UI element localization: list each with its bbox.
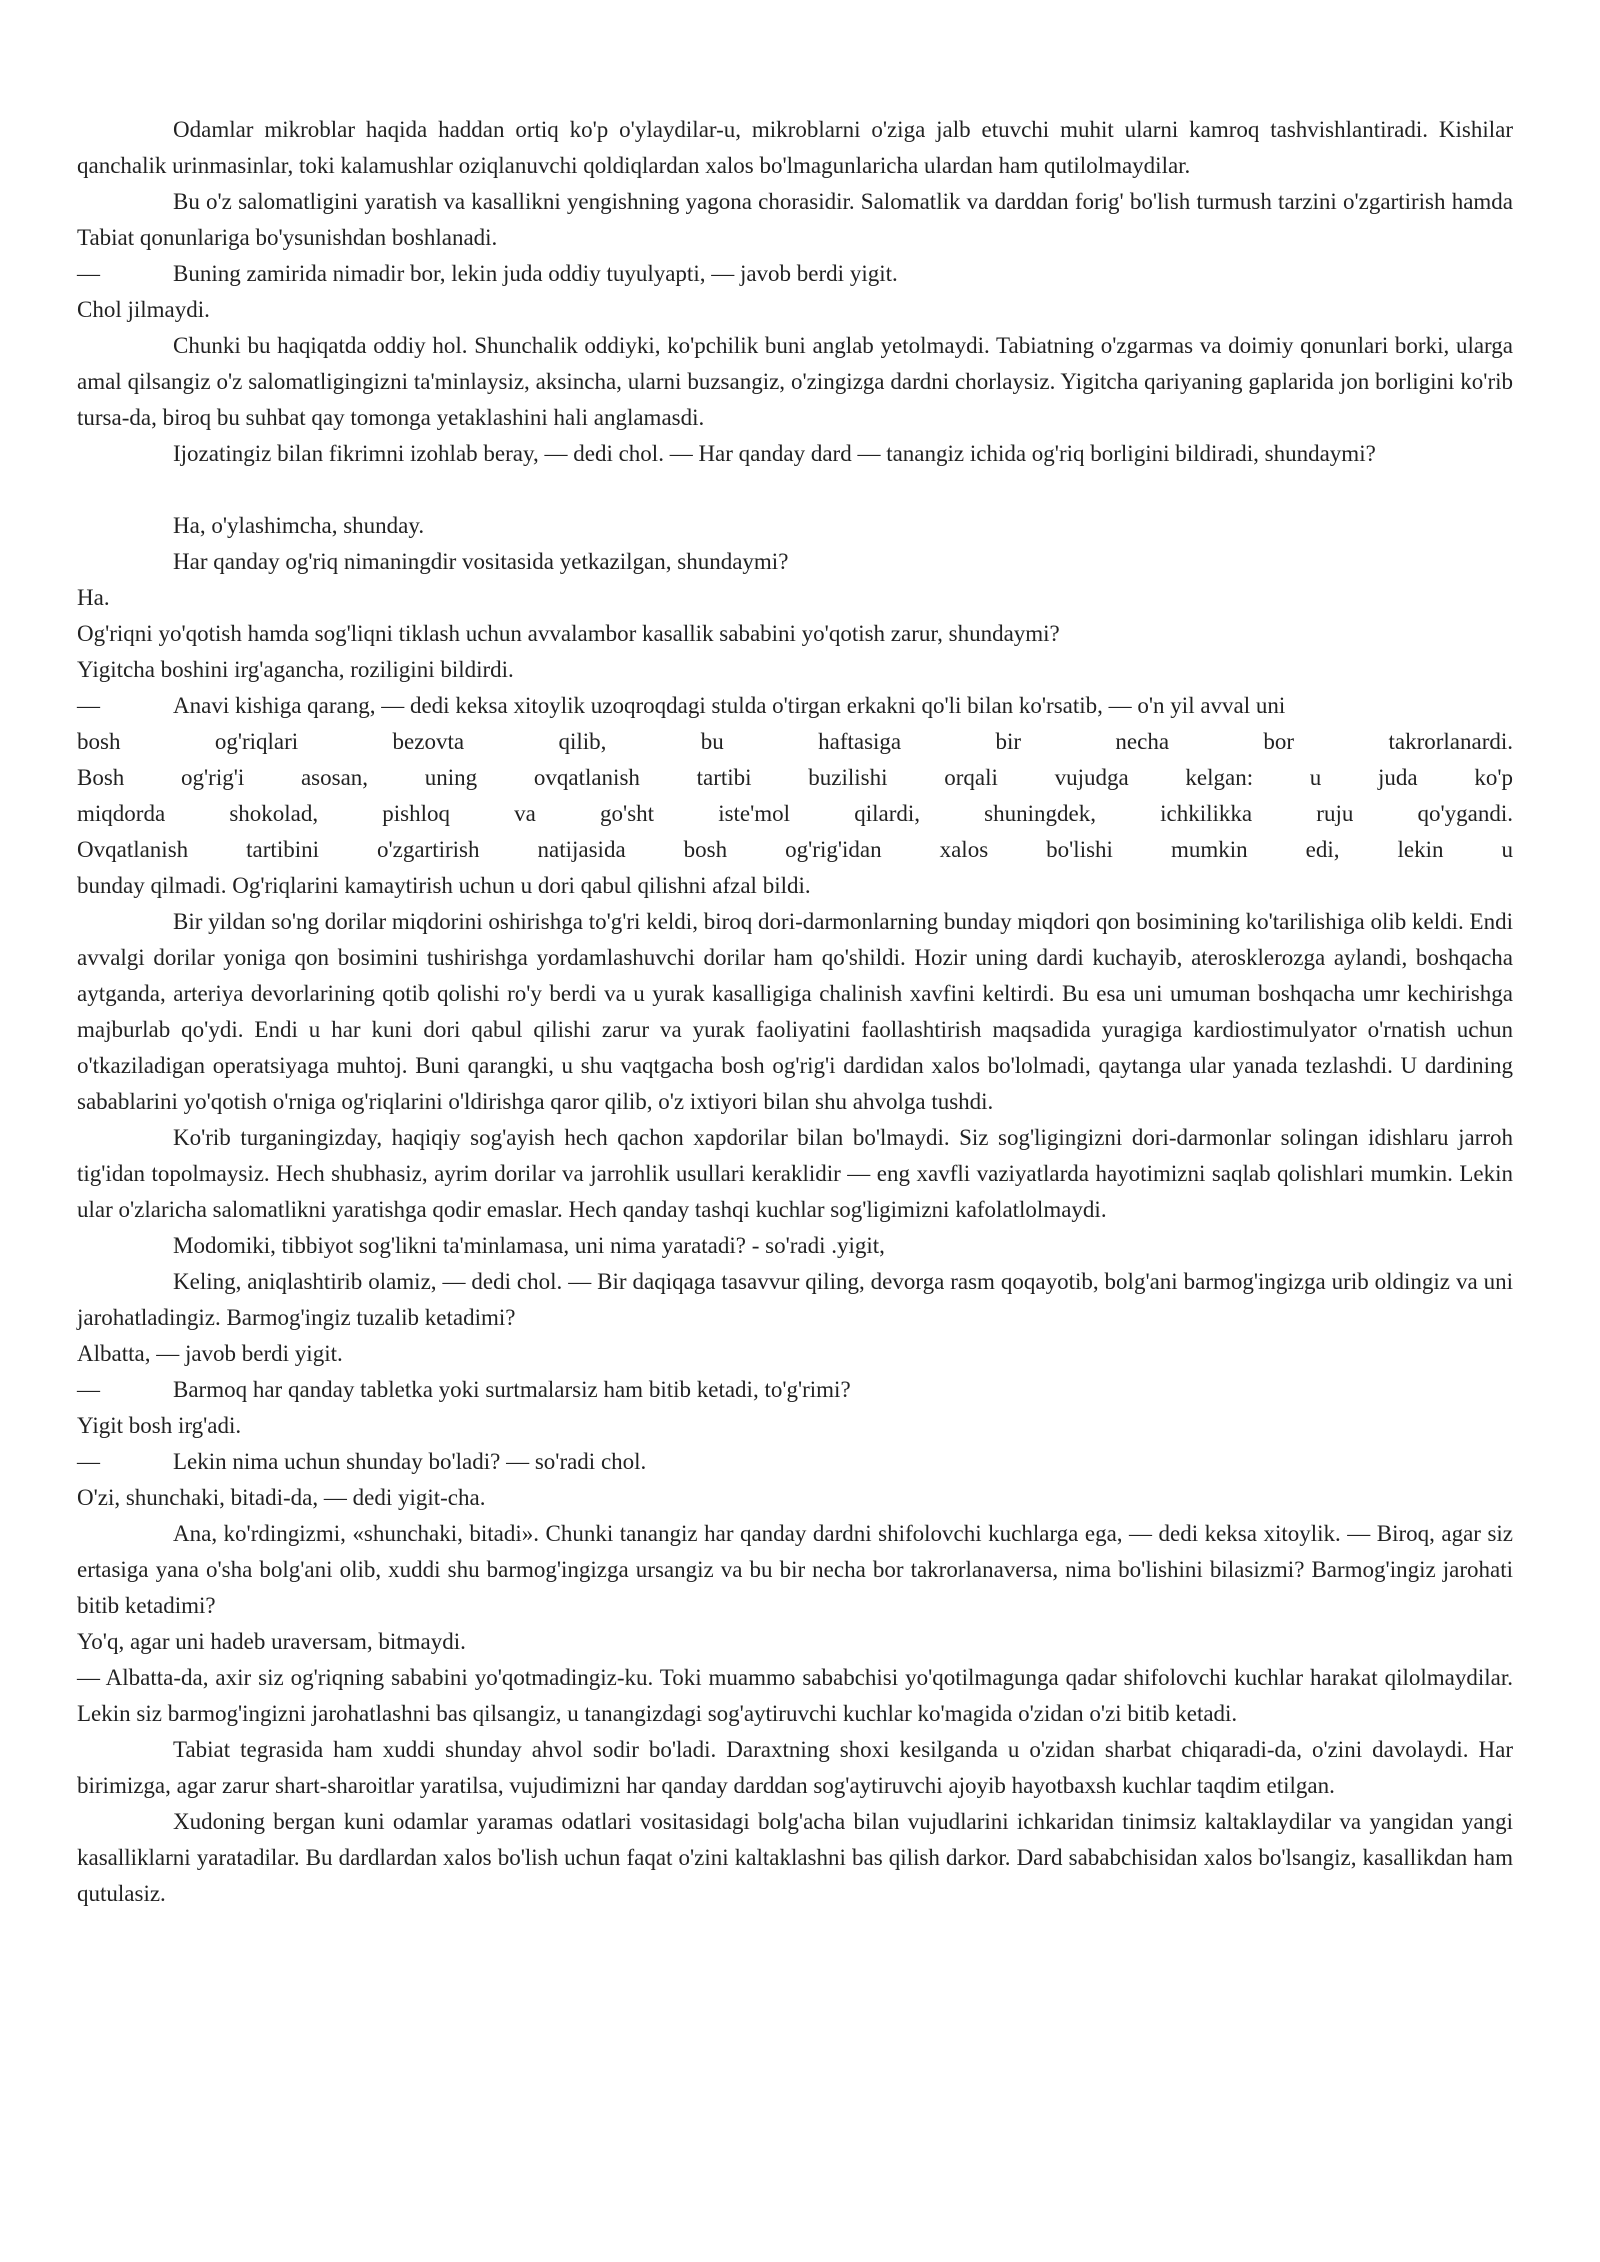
dash-mark: — bbox=[77, 261, 100, 286]
paragraph-line: bunday qilmadi. Og'riqlarini kamaytirish uchun u dori qabul qilishni afzal bildi. bbox=[77, 873, 811, 898]
paragraph: Ijozatingiz bilan fikrimni izohlab beray, — dedi chol. — Har qanday dard — tanangiz ichida og'riq borligini bildiradi, shundaymi? bbox=[173, 441, 1376, 466]
paragraph: Chol jilmaydi. bbox=[77, 297, 210, 322]
paragraph: Tabiat tegrasida ham xuddi shunday ahvol sodir bo'ladi. Daraxtning shoxi kesilganda u o'zidan sharbat chiqaradi-da, o'zini davolaydi. Har birimizga, agar zarur shart-sharoitlar yaratilsa, vujudimizni har qanday darddan sog'aytiruvchi ajoyib hayotbaxsh kuchlar taqdim etilgan. bbox=[77, 1737, 1513, 1798]
paragraph: Har qanday og'riq nimaningdir vositasida yetkazilgan, shundaymi? bbox=[173, 549, 789, 574]
paragraph: Keling, aniqlashtirib olamiz, — dedi chol. — Bir daqiqaga tasavvur qiling, devorga rasm qoqayotib, bolg'ani barmog'ingizga urib oldingiz va uni jarohatladingiz. Barmog'ingiz tuzalib ketadimi? bbox=[77, 1269, 1513, 1330]
paragraph: O'zi, shunchaki, bitadi-da, — dedi yigit-cha. bbox=[77, 1485, 486, 1510]
blank-line bbox=[77, 472, 1513, 508]
paragraph-line: miqdorda shokolad, pishloq va go'sht iste'mol qilardi, shuningdek, ichkilikka ruju qo'ygandi. bbox=[77, 801, 1513, 826]
dialogue-text: Lekin nima uchun shunday bo'ladi? — so'radi chol. bbox=[173, 1449, 647, 1474]
dash-mark: — bbox=[77, 693, 100, 718]
paragraph: Ana, ko'rdingizmi, «shunchaki, bitadi». Chunki tanangiz har qanday dardni shifolovchi kuchlarga ega, — dedi keksa xitoylik. — Biroq, agar siz ertasiga yana o'sha bolg'ani olib, xuddi shu barmog'ingizga ursangiz va bu bir necha bor takrorlanaversa, nima bo'lishini bilasizmi? Barmog'ingiz jarohati bitib ketadimi? bbox=[77, 1521, 1513, 1618]
dash-mark: — bbox=[77, 1377, 100, 1402]
paragraph: Yigitcha boshini irg'agancha, roziligini bildirdi. bbox=[77, 657, 514, 682]
paragraph: Ha. bbox=[77, 585, 110, 610]
paragraph-line: Ovqatlanish tartibini o'zgartirish natijasida bosh og'rig'idan xalos bo'lishi mumkin edi, lekin u bbox=[77, 837, 1513, 862]
dialogue-line bbox=[77, 1372, 1513, 1408]
dialogue-line bbox=[77, 1444, 1513, 1480]
paragraph: Yo'q, agar uni hadeb uraversam, bitmaydi. bbox=[77, 1629, 466, 1654]
paragraph: Og'riqni yo'qotish hamda sog'liqni tiklash uchun avvalambor kasallik sababini yo'qotish zarur, shundaymi? bbox=[77, 621, 1060, 646]
dialogue-text: Buning zamirida nimadir bor, lekin juda oddiy tuyulyapti, — javob berdi yigit. bbox=[173, 261, 898, 286]
paragraph: Bu o'z salomatligini yaratish va kasallikni yengishning yagona chorasidir. Salomatlik va darddan forig' bo'lish turmush tarzini o'zgartirish hamda Tabiat qonunlariga bo'ysunishdan boshlanadi. bbox=[77, 189, 1513, 250]
paragraph: Xudoning bergan kuni odamlar yaramas odatlari vositasidagi bolg'acha bilan vujudlarini ichkaridan tinimsiz kaltaklaydilar va yangidan yangi kasalliklarni yaratadilar. Bu dardlardan xalos bo'lish uchun faqat o'zini kaltaklashni bas qilish darkor. Dard sababchisidan xalos bo'lsangiz, kasallikdan ham qutulasiz. bbox=[77, 1809, 1513, 1906]
paragraph-line: bosh og'riqlari bezovta qilib, bu haftasiga bir necha bor takrorlanardi. bbox=[77, 729, 1513, 754]
paragraph-line: Bosh og'rig'i asosan, uning ovqatlanish tartibi buzilishi orqali vujudga kelgan: u juda ko'p bbox=[77, 765, 1513, 790]
paragraph: Yigit bosh irg'adi. bbox=[77, 1413, 242, 1438]
paragraph: Albatta, — javob berdi yigit. bbox=[77, 1341, 343, 1366]
paragraph: Bir yildan so'ng dorilar miqdorini oshirishga to'g'ri keldi, biroq dori-darmonlarning bunday miqdori qon bosimining ko'tarilishiga olib keldi. Endi avvalgi dorilar yoniga qon bosimini tushirishga yordamlashuvchi dorilar ham qo'shildi. Hozir uning dardi kuchayib, aterosklerozga aylandi, boshqacha aytganda, arteriya devorlarining qotib qolishi ro'y berdi va u yurak kasalligiga chalinish xavfini keltirdi. Bu esa uni umuman boshqacha umr kechirishga majburlab qo'ydi. Endi u har kuni dori qabul qilishi zarur va yurak faoliyatini faollashtirish maqsadida yuragiga kardiostimulyator o'rnatish uchun o'tkaziladigan operatsiyaga muhtoj. Buni qarangki, u shu vaqtgacha bosh og'rig'i dardidan xalos bo'lolmadi, qaytanga ular yanada tezlashdi. U dardining sabablarini yo'qotish o'rniga og'riqlarini o'ldirishga qaror qilib, o'z ixtiyori bilan shu ahvolga tushdi. bbox=[77, 909, 1513, 1114]
dialogue-line bbox=[77, 688, 1513, 724]
dialogue-line bbox=[77, 256, 1513, 292]
paragraph: Ha, o'ylashimcha, shunday. bbox=[173, 513, 425, 538]
paragraph: Ko'rib turganingizday, haqiqiy sog'ayish hech qachon xapdorilar bilan bo'lmaydi. Siz sog'ligingizni dori-darmonlar solingan idishlaru jarroh tig'idan topolmaysiz. Hech shubhasiz, ayrim dorilar va jarrohlik usullari keraklidir — eng xavfli vaziyatlarda hayotimizni saqlab qolishlari mumkin. Lekin ular o'zlaricha salomatlikni yaratishga qodir emaslar. Hech qanday tashqi kuchlar sog'ligimizni kafolatlolmaydi. bbox=[77, 1125, 1513, 1222]
paragraph: Odamlar mikroblar haqida haddan ortiq ko'p o'ylaydilar-u, mikroblarni o'ziga jalb etuvchi muhit ularni kamroq tashvishlantiradi. Kishilar qanchalik urinmasinlar, toki kalamushlar oziqlanuvchi qoldiqlardan xalos bo'lmagunlaricha ulardan ham qutilolmaydilar. bbox=[77, 117, 1513, 178]
dialogue-text: Barmoq har qanday tabletka yoki surtmalarsiz ham bitib ketadi, to'g'rimi? bbox=[173, 1377, 851, 1402]
dash-mark: — bbox=[77, 1449, 100, 1474]
document-page bbox=[77, 112, 1513, 1912]
paragraph: — Albatta-da, axir siz og'riqning sababini yo'qotmadingiz-ku. Toki muammo sababchisi yo'qotilmagunga qadar shifolovchi kuchlar harakat qilolmaydilar. Lekin siz barmog'ingizni jarohatlashni bas qilsangiz, u tanangizdagi sog'aytiruvchi kuchlar ko'magida o'zidan o'zi bitib ketadi. bbox=[77, 1665, 1513, 1726]
dialogue-text: Anavi kishiga qarang, — dedi keksa xitoylik uzoqroqdagi stulda o'tirgan erkakni qo'li bilan ko'rsatib, — o'n yil avval uni bbox=[173, 693, 1286, 718]
paragraph: Modomiki, tibbiyot sog'likni ta'minlamasa, uni nima yaratadi? - so'radi .yigit, bbox=[173, 1233, 885, 1258]
paragraph: Chunki bu haqiqatda oddiy hol. Shunchalik oddiyki, ko'pchilik buni anglab yetolmaydi. Tabiatning o'zgarmas va doimiy qonunlari borki, ularga amal qilsangiz o'z salomatligingizni ta'minlaysiz, aksincha, ularni buzsangiz, o'zingizga dardni chorlaysiz. Yigitcha qariyaning gaplarida jon borligini ko'rib tursa-da, biroq bu suhbat qay tomonga yetaklashini hali anglamasdi. bbox=[77, 333, 1513, 430]
